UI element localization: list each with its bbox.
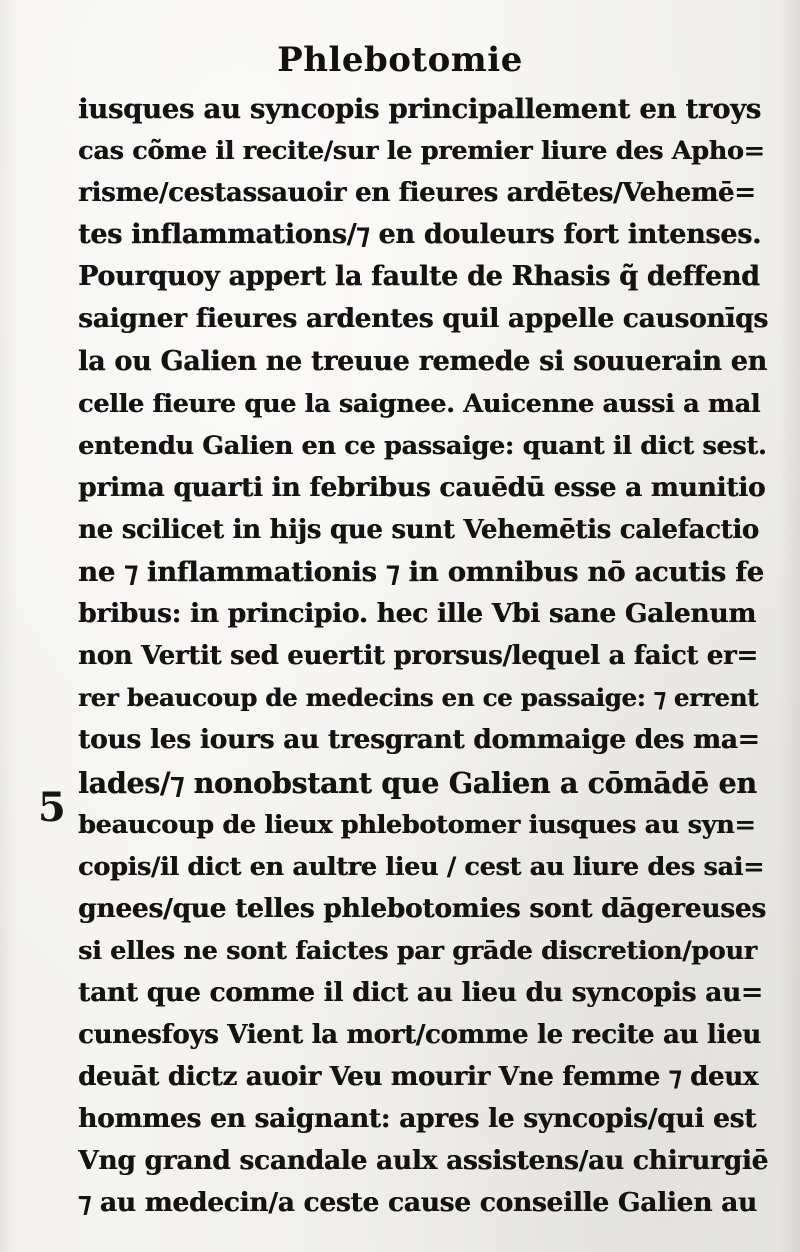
text-line: cunesfoys Vient la mort/comme le recite au lieu — [78, 1020, 761, 1051]
text-line: si elles ne sont faictes par grāde discretion/pour — [78, 935, 757, 966]
text-line: Vng grand scandale aulx assistens/au chirurgiē — [78, 1145, 768, 1177]
text-line: risme/cestassauoir en fieures ardētes/Vehemē= — [78, 178, 756, 209]
text-line: ne scilicet in hijs que sunt Vehemētis calefactio — [78, 514, 759, 545]
text-line: ⁊ au medecin/a ceste cause conseille Galien au — [78, 1187, 757, 1219]
text-line: rer beaucoup de medecins en ce passaige: ⁊ errent — [78, 683, 759, 713]
text-line: gnees/que telles phlebotomies sont dāgereuses — [78, 892, 766, 924]
text-line: entendu Galien en ce passaige: quant il dict sest. — [78, 430, 767, 461]
text-line: deuāt dictz auoir Veu mourir Vne femme ⁊ deux — [78, 1062, 758, 1093]
text-line: la ou Galien ne treuue remede si souuerain en — [78, 345, 767, 377]
text-line: non Vertit sed euertit prorsus/lequel a faict er= — [78, 641, 758, 672]
text-block — [78, 88, 768, 1225]
text-line: tes inflammations/⁊ en douleurs fort intenses. — [78, 219, 762, 251]
text-line: bribus: in principio. hec ille Vbi sane Galenum — [78, 598, 756, 630]
text-line: saigner fieures ardentes quil appelle causonīqs — [78, 303, 768, 335]
text-line: cas cõme il recite/sur le premier liure des Apho= — [78, 136, 765, 167]
running-head: Phlebotomie — [277, 40, 523, 80]
text-line: lades/⁊ nonobstant que Galien a cōmādē en — [78, 765, 757, 800]
text-line: beaucoup de lieux phlebotomer iusques au syn= — [78, 809, 756, 840]
text-line: ne ⁊ inflammationis ⁊ in omnibus nō acutis fe — [78, 556, 764, 589]
text-line: tant que comme il dict au lieu du syncopis au= — [78, 976, 763, 1008]
text-line: copis/il dict en aultre lieu / cest au liure des sai= — [78, 851, 765, 882]
text-line: hommes en saignant: apres le syncopis/qui est — [78, 1103, 757, 1135]
text-line: tous les iours au tresgrant dommaige des ma= — [78, 724, 760, 756]
text-line: iusques au syncopis principallement en troys — [78, 93, 761, 125]
text-line: Pourquoy appert la faulte de Rhasis q̃ deffend — [78, 261, 760, 293]
margin-mark: 5 — [38, 784, 66, 831]
text-line: celle fieure que la saignee. Auicenne aussi a mal — [78, 388, 761, 419]
text-line: prima quarti in febribus cauēdū esse a munitio — [78, 471, 766, 503]
